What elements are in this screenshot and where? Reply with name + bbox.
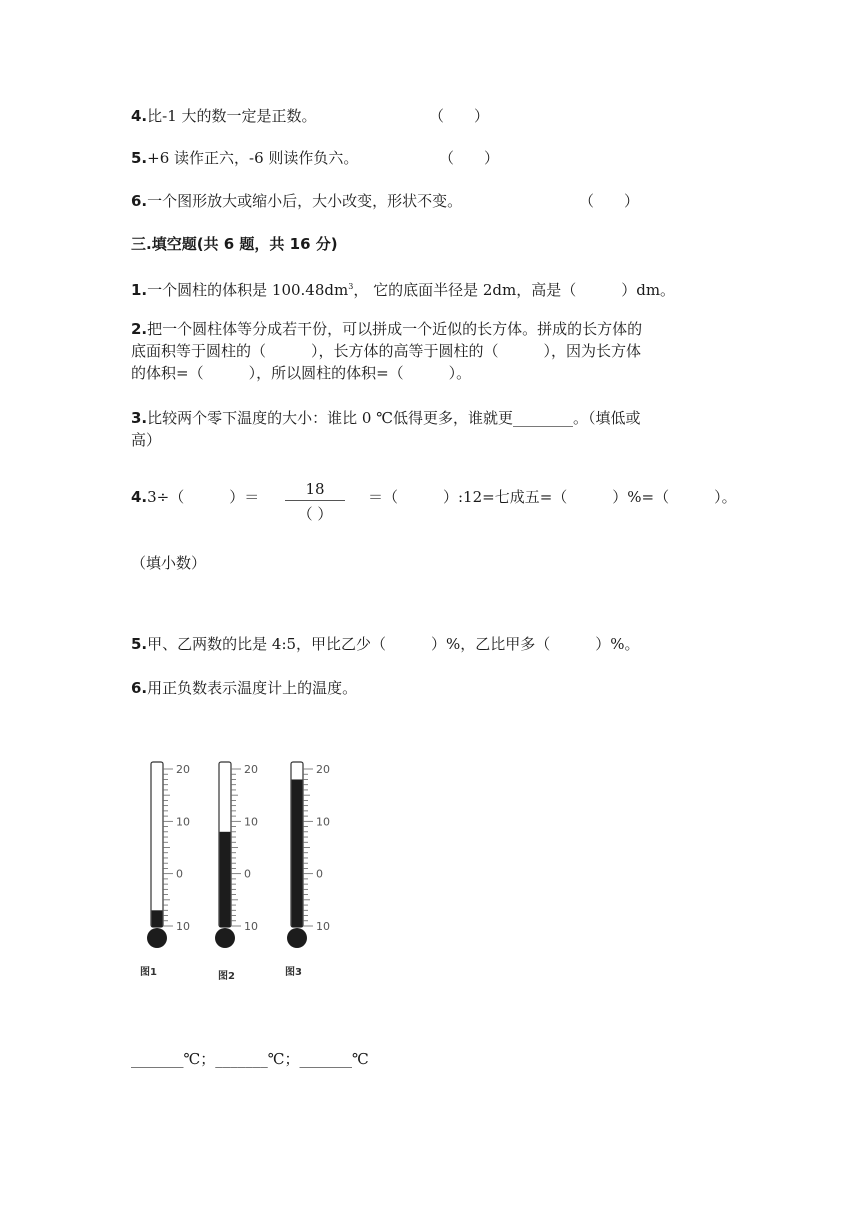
thermometer-bulb [215, 928, 235, 948]
scale-label: 0 [244, 867, 251, 881]
superscript: 3 [348, 282, 354, 291]
question-number: 3. [131, 409, 148, 427]
question-text: 甲、乙两数的比是 4:5，甲比乙少（ ）%，乙比甲多（ ）%。 [147, 635, 640, 653]
judge-item-5 [131, 147, 500, 169]
fill-question-1 [131, 276, 675, 301]
question-text-line1: 把一个圆柱体等分成若干份，可以拼成一个近似的长方体。拼成的长方体的 [147, 320, 643, 338]
question-number: 1. [131, 281, 148, 299]
scale-label: 0 [176, 867, 183, 881]
fill-question-4 [131, 486, 259, 508]
scale-label: 0 [316, 867, 323, 881]
scale-label: 20 [316, 763, 330, 776]
question-number: 4. [131, 107, 148, 125]
mercury-column [292, 779, 303, 927]
question-number: 4. [131, 488, 148, 506]
answer-blank[interactable]: （ ） [579, 192, 640, 210]
question-text-line2: 底面积等于圆柱的（ ），长方体的高等于圆柱的（ ），因为长方体 [131, 342, 642, 360]
question-text-part1: 3÷（ ）＝ [147, 488, 260, 506]
question-text: 比-1 大的数一定是正数。 [147, 107, 317, 125]
answer-line[interactable]: _______℃；_______℃；_______℃ [131, 1050, 369, 1068]
question-text-line2: 高） [131, 431, 162, 449]
question-text: ， 它的底面半径是 2dm，高是（ ）dm。 [353, 281, 676, 299]
fill-question-6 [131, 677, 357, 699]
scale-label: 10 [244, 920, 258, 933]
judge-item-4 [131, 105, 490, 127]
fraction [285, 480, 345, 524]
question-text-line3: 的体积=（ ），所以圆柱的体积=（ ）。 [131, 364, 472, 382]
question-number: 5. [131, 635, 148, 653]
judge-item-6 [131, 190, 640, 212]
scale-label: 10 [316, 920, 330, 933]
thermometer-bulb [147, 928, 167, 948]
scale-label: 10 [244, 815, 258, 829]
section-title: 三.填空题(共 6 题，共 16 分) [131, 235, 338, 253]
fraction-denominator[interactable]: （ ） [297, 505, 333, 523]
question-note: （填小数） [131, 554, 207, 572]
mercury-column [152, 910, 163, 927]
question-text-part2: ＝（ ）:12=七成五=（ ）%=（ ）。 [368, 488, 737, 506]
question-text: 一个圆柱的体积是 100.48dm [147, 281, 349, 299]
scale-label: 10 [176, 920, 190, 933]
thermometer-tube [151, 762, 163, 927]
scale-label: 20 [176, 763, 190, 776]
question-text: 用正负数表示温度计上的温度。 [147, 679, 358, 697]
question-text: 一个图形放大或缩小后，大小改变，形状不变。 [147, 192, 463, 210]
thermometer-caption: 图3 [285, 967, 302, 978]
fraction-bar [285, 500, 345, 501]
thermometer-figure [130, 755, 370, 990]
question-number: 6. [131, 192, 148, 210]
question-text-line1: 比较两个零下温度的大小：谁比 0 ℃低得更多，谁就更________。（填低或 [147, 409, 641, 427]
thermometer-bulb [287, 928, 307, 948]
question-text: +6 读作正六，-6 则读作负六。 [147, 149, 359, 167]
fill-question-2 [131, 318, 642, 384]
fraction-numerator: 18 [305, 480, 325, 498]
mercury-column [220, 832, 231, 927]
question-number: 5. [131, 149, 148, 167]
scale-label: 10 [316, 815, 330, 829]
answer-blank[interactable]: （ ） [439, 149, 500, 167]
answer-blank[interactable]: （ ） [429, 107, 490, 125]
fill-question-3 [131, 407, 641, 451]
scale-label: 10 [176, 815, 190, 829]
question-number: 2. [131, 320, 148, 338]
fill-question-5 [131, 633, 640, 655]
question-number: 6. [131, 679, 148, 697]
thermometer-caption: 图1 [140, 967, 157, 978]
thermometer-caption: 图2 [218, 971, 235, 982]
scale-label: 20 [244, 763, 258, 776]
